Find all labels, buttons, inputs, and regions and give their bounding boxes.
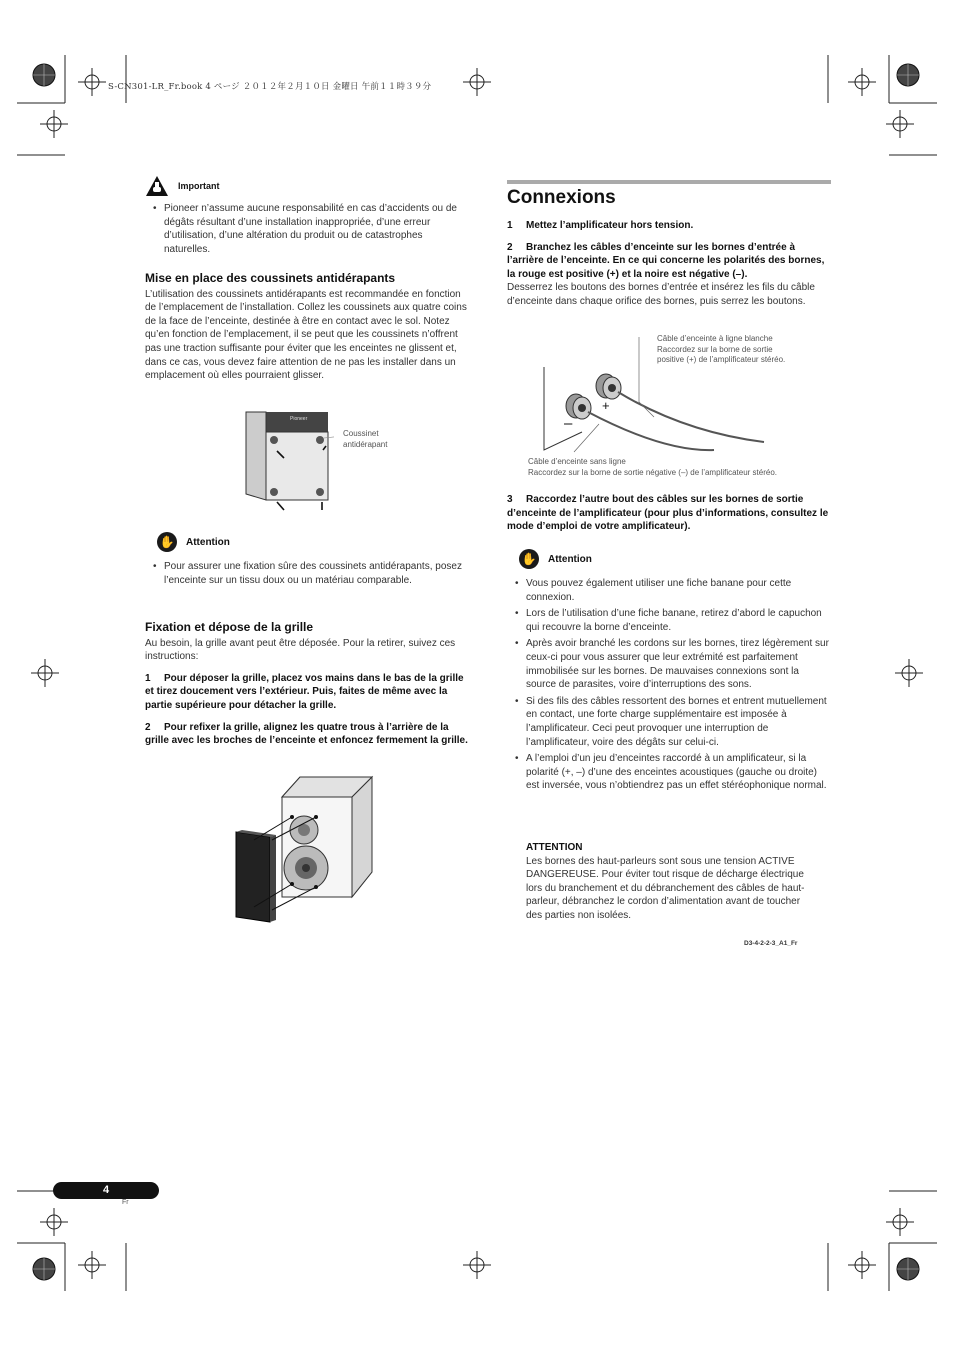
caution-heading: ATTENTION xyxy=(526,842,583,853)
step-1: 1 Mettez l’amplificateur hors tension. xyxy=(507,220,694,231)
grille-heading: Fixation et dépose de la grille xyxy=(145,620,314,634)
fig-caption-top: Câble d’enceinte à ligne blanche Raccordez sur la borne de sortie positive (+) de l’amplificateur stéréo. xyxy=(657,334,786,364)
connexions-steps xyxy=(507,219,831,309)
attention-list-left xyxy=(145,560,470,587)
grille-step-1: 1 Pour déposer la grille, placez vos mains dans le bas de la grille et tirez doucement vers l’extérieur. Puis, faites de même avec la partie supérieure pour détacher la grille. xyxy=(145,672,464,711)
pads-section xyxy=(145,272,470,383)
list-item: • Après avoir branché les cordons sur les bornes, tirez légèrement sur ceux-ci pour vous assurer que leur extrémité est parfaitement immobilisée sur les bornes. De mauvaises connexions sont la source de parasites, voire d’interruptions des sons. xyxy=(507,637,831,691)
pads-body: L’utilisation des coussinets antidérapants est recommandée en fonction de l’emplacement de l’installation. Collez les coussinets aux quatre coins de la face de l’enceinte, destinée à être en contact avec le sol. Notez qu’en fonction de l’emplacement, il se peut que les coussinets n’offrent pas une traction suffisante pour éviter que les enceintes ne glissent et, dans ce cas, vous devez faire attention de ne pas les installer dans un emplacement où elles pourraient glisser. xyxy=(145,288,467,382)
step-2: 2 Branchez les câbles d’enceinte sur les bornes d’entrée à l’arrière de l’enceinte. En ce qui concerne les polarités des bornes, la rouge est positive (+) et la noire est négative (–). xyxy=(507,241,825,280)
attention-label-right: Attention xyxy=(548,553,592,565)
list-item: • Si des fils des câbles ressortent des bornes et entrent mutuellement en contact, une forte charge supplémentaire est imposée à l’amplificateur. Ceci peut provoquer une interruption de l’amplificateur, voire des dégâts sur celui-ci. xyxy=(507,695,831,749)
page-title: Connexions xyxy=(507,187,616,208)
important-list xyxy=(145,202,470,256)
minus-sign: – xyxy=(564,415,573,432)
important-hand-icon xyxy=(145,175,169,197)
attention-label-left: Attention xyxy=(186,536,230,548)
list-item: • Lors de l’utilisation d’une fiche banane, retirez d’abord le capuchon qui recouvre la borne d’enceinte. xyxy=(507,607,831,634)
language-code: Fr xyxy=(122,1199,129,1206)
speaker-bottom-illustration xyxy=(244,410,334,512)
svg-text:Pioneer: Pioneer xyxy=(290,416,308,422)
speaker-grille-illustration xyxy=(232,772,377,924)
fig-caption-bottom: Câble d’enceinte sans ligne Raccordez sur la borne de sortie négative (–) de l’amplificateur stéréo. xyxy=(528,457,778,477)
list-item: • Pioneer n’assume aucune responsabilité en cas d’accidents ou de dégâts résultant d’une installation inappropriée, d’une erreur d’utilisation, d’une altération du produit ou de catastrophes naturelles. xyxy=(145,202,470,256)
list-item: • A l’emploi d’un jeu d’enceintes raccordé à un amplificateur, si la polarité (+, –) d’une des enceintes acoustiques (gauche ou droite) est inversée, vous n’obtiendrez pas un effet stéréophonique normal. xyxy=(507,752,831,793)
list-item: • Vous pouvez également utiliser une fiche banane pour cette connexion. xyxy=(507,577,831,604)
file-info-header: S-CN301-LR_Fr.book 4 ページ ２０１２年２月１０日 金曜日 午前１１時３９分 xyxy=(108,82,432,92)
pads-caption: Coussinet antidérapant xyxy=(343,429,388,449)
attention-notice-left xyxy=(145,532,470,590)
plus-sign: + xyxy=(602,398,610,413)
grille-body: Au besoin, la grille avant peut être déposée. Pour la retirer, suivez ces instructions: xyxy=(145,637,456,663)
step-2-body: Desserrez les boutons des bornes d’entrée et insérez les fils du câble d’enceinte dans chaque orifice des bornes, puis serrez les boutons. xyxy=(507,282,815,307)
important-notice xyxy=(145,175,470,259)
attention-list-right xyxy=(507,577,831,793)
important-label: Important xyxy=(178,181,220,191)
grille-step-2: 2 Pour refixer la grille, alignez les quatre trous à l’arrière de la grille avec les broches de l’enceinte et enfoncez fermement la grille. xyxy=(145,721,468,747)
caution-body: Les bornes des haut-parleurs sont sous une tension ACTIVE DANGEREUSE. Pour éviter tout risque de décharge électrique lors du branchement et du débranchement des câbles de haut-parleur, débranchez le cordon d’alimentation avant de toucher des parties non isolées. xyxy=(526,855,805,921)
grille-section xyxy=(145,621,470,748)
pads-heading: Mise en place des coussinets antidérapants xyxy=(145,271,396,285)
hand-stop-icon: ✋ xyxy=(519,549,539,569)
attention-notice-right xyxy=(507,549,831,796)
hand-stop-icon: ✋ xyxy=(157,532,177,552)
caution-code: D3-4-2-2-3_A1_Fr xyxy=(744,940,798,947)
page-number: 4 xyxy=(53,1182,159,1199)
step-3: 3 Raccordez l’autre bout des câbles sur les bornes de sortie d’enceinte de l’amplificateur (pour plus d’informations, consultez le mode d’emploi de votre amplificateur). xyxy=(507,494,829,533)
list-item: • Pour assurer une fixation sûre des coussinets antidérapants, posez l’enceinte sur un tissu doux ou un matériau comparable. xyxy=(145,560,470,587)
section-rule xyxy=(507,180,831,184)
caution-box xyxy=(526,841,808,923)
